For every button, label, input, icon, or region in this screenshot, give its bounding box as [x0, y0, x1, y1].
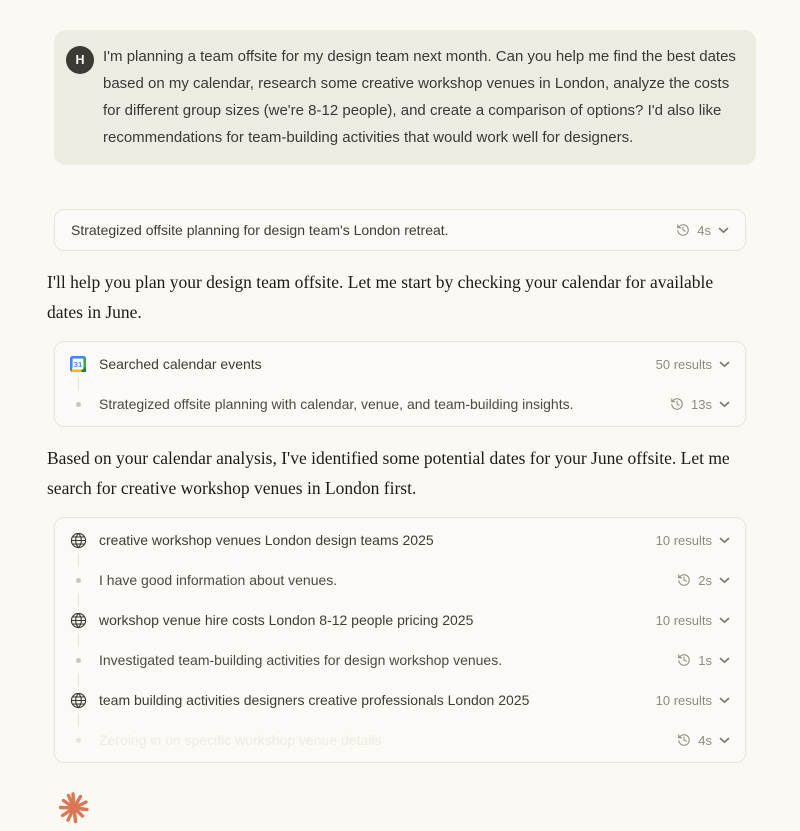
duration-text: 13s: [691, 396, 712, 412]
history-icon: [670, 397, 684, 411]
duration-text: 4s: [698, 732, 712, 748]
tool-action-label: Searched calendar events: [99, 356, 262, 372]
results-count: 10 results: [655, 612, 712, 628]
results-count: 50 results: [655, 356, 712, 372]
claude-logo-icon: [56, 790, 92, 826]
thought-label: Zeroing in on specific workshop venue details: [99, 732, 382, 748]
chevron-down-icon: [719, 577, 730, 584]
history-icon: [677, 573, 691, 587]
duration-text: 4s: [697, 222, 711, 238]
google-calendar-icon: [69, 351, 87, 377]
user-message-text: I'm planning a team offsite for my design team next month. Can you help me find the best dates based on my calendar, research some creative workshop venues in London, analyze the costs for different group sizes (we're 8-12 people), and create a comparison of options? I'd also like recommendations for team-building activities that would work well for designers.: [103, 48, 736, 146]
thought-duration-toggle[interactable]: [677, 733, 730, 748]
thought-duration-toggle[interactable]: [677, 653, 730, 668]
chevron-down-icon: [719, 537, 730, 544]
chevron-down-icon: [718, 227, 729, 234]
search-row[interactable]: [55, 600, 745, 640]
search-row[interactable]: [55, 680, 745, 720]
results-toggle[interactable]: [656, 693, 730, 708]
thought-label: Strategized offsite planning with calendar, venue, and team-building insights.: [99, 396, 574, 412]
thought-label: Investigated team-building activities for design workshop venues.: [99, 652, 503, 668]
search-query: workshop venue hire costs London 8-12 people pricing 2025: [99, 612, 474, 628]
user-message: [54, 30, 756, 165]
results-count: 10 results: [655, 692, 712, 708]
svg-text:31: 31: [73, 359, 83, 369]
bullet-dot: [69, 391, 87, 417]
chevron-down-icon: [719, 617, 730, 624]
history-icon: [676, 223, 690, 237]
duration-text: 1s: [698, 652, 712, 668]
thinking-summary-label: Strategized offsite planning for design team's London retreat.: [71, 222, 449, 238]
chevron-down-icon: [719, 401, 730, 408]
calendar-tool-card: [54, 341, 746, 427]
assistant-paragraph-2: Based on your calendar analysis, I've identified some potential dates for your June offsite. Let me search for creative workshop venues in London first.: [47, 448, 730, 498]
search-query: creative workshop venues London design teams 2025: [99, 532, 434, 548]
thought-row[interactable]: [55, 560, 745, 600]
thought-duration-toggle[interactable]: [670, 397, 730, 412]
results-toggle[interactable]: [656, 357, 730, 372]
thought-row[interactable]: [55, 384, 745, 424]
bullet-dot: [69, 647, 87, 673]
thought-row[interactable]: [55, 640, 745, 680]
thought-duration-toggle[interactable]: [677, 573, 730, 588]
bullet-dot: [69, 727, 87, 753]
duration-text: 2s: [698, 572, 712, 588]
history-icon: [677, 653, 691, 667]
history-icon: [677, 733, 691, 747]
thinking-duration-toggle[interactable]: [676, 223, 729, 238]
thought-row-streaming[interactable]: [55, 720, 745, 760]
results-count: 10 results: [655, 532, 712, 548]
globe-icon: [69, 607, 87, 633]
chevron-down-icon: [719, 361, 730, 368]
thinking-summary-row[interactable]: [54, 209, 746, 251]
thought-label: I have good information about venues.: [99, 572, 338, 588]
assistant-paragraph-1: I'll help you plan your design team offsite. Let me start by checking your calendar for available dates in June.: [47, 272, 714, 322]
chevron-down-icon: [719, 657, 730, 664]
web-search-card: [54, 517, 746, 763]
chevron-down-icon: [719, 697, 730, 704]
search-row[interactable]: [55, 520, 745, 560]
user-avatar: H: [66, 46, 94, 74]
chevron-down-icon: [719, 737, 730, 744]
bullet-dot: [69, 567, 87, 593]
globe-icon: [69, 687, 87, 713]
results-toggle[interactable]: [656, 533, 730, 548]
tool-row-calendar[interactable]: [55, 344, 745, 384]
globe-icon: [69, 527, 87, 553]
results-toggle[interactable]: [656, 613, 730, 628]
search-query: team building activities designers creative professionals London 2025: [99, 692, 530, 708]
